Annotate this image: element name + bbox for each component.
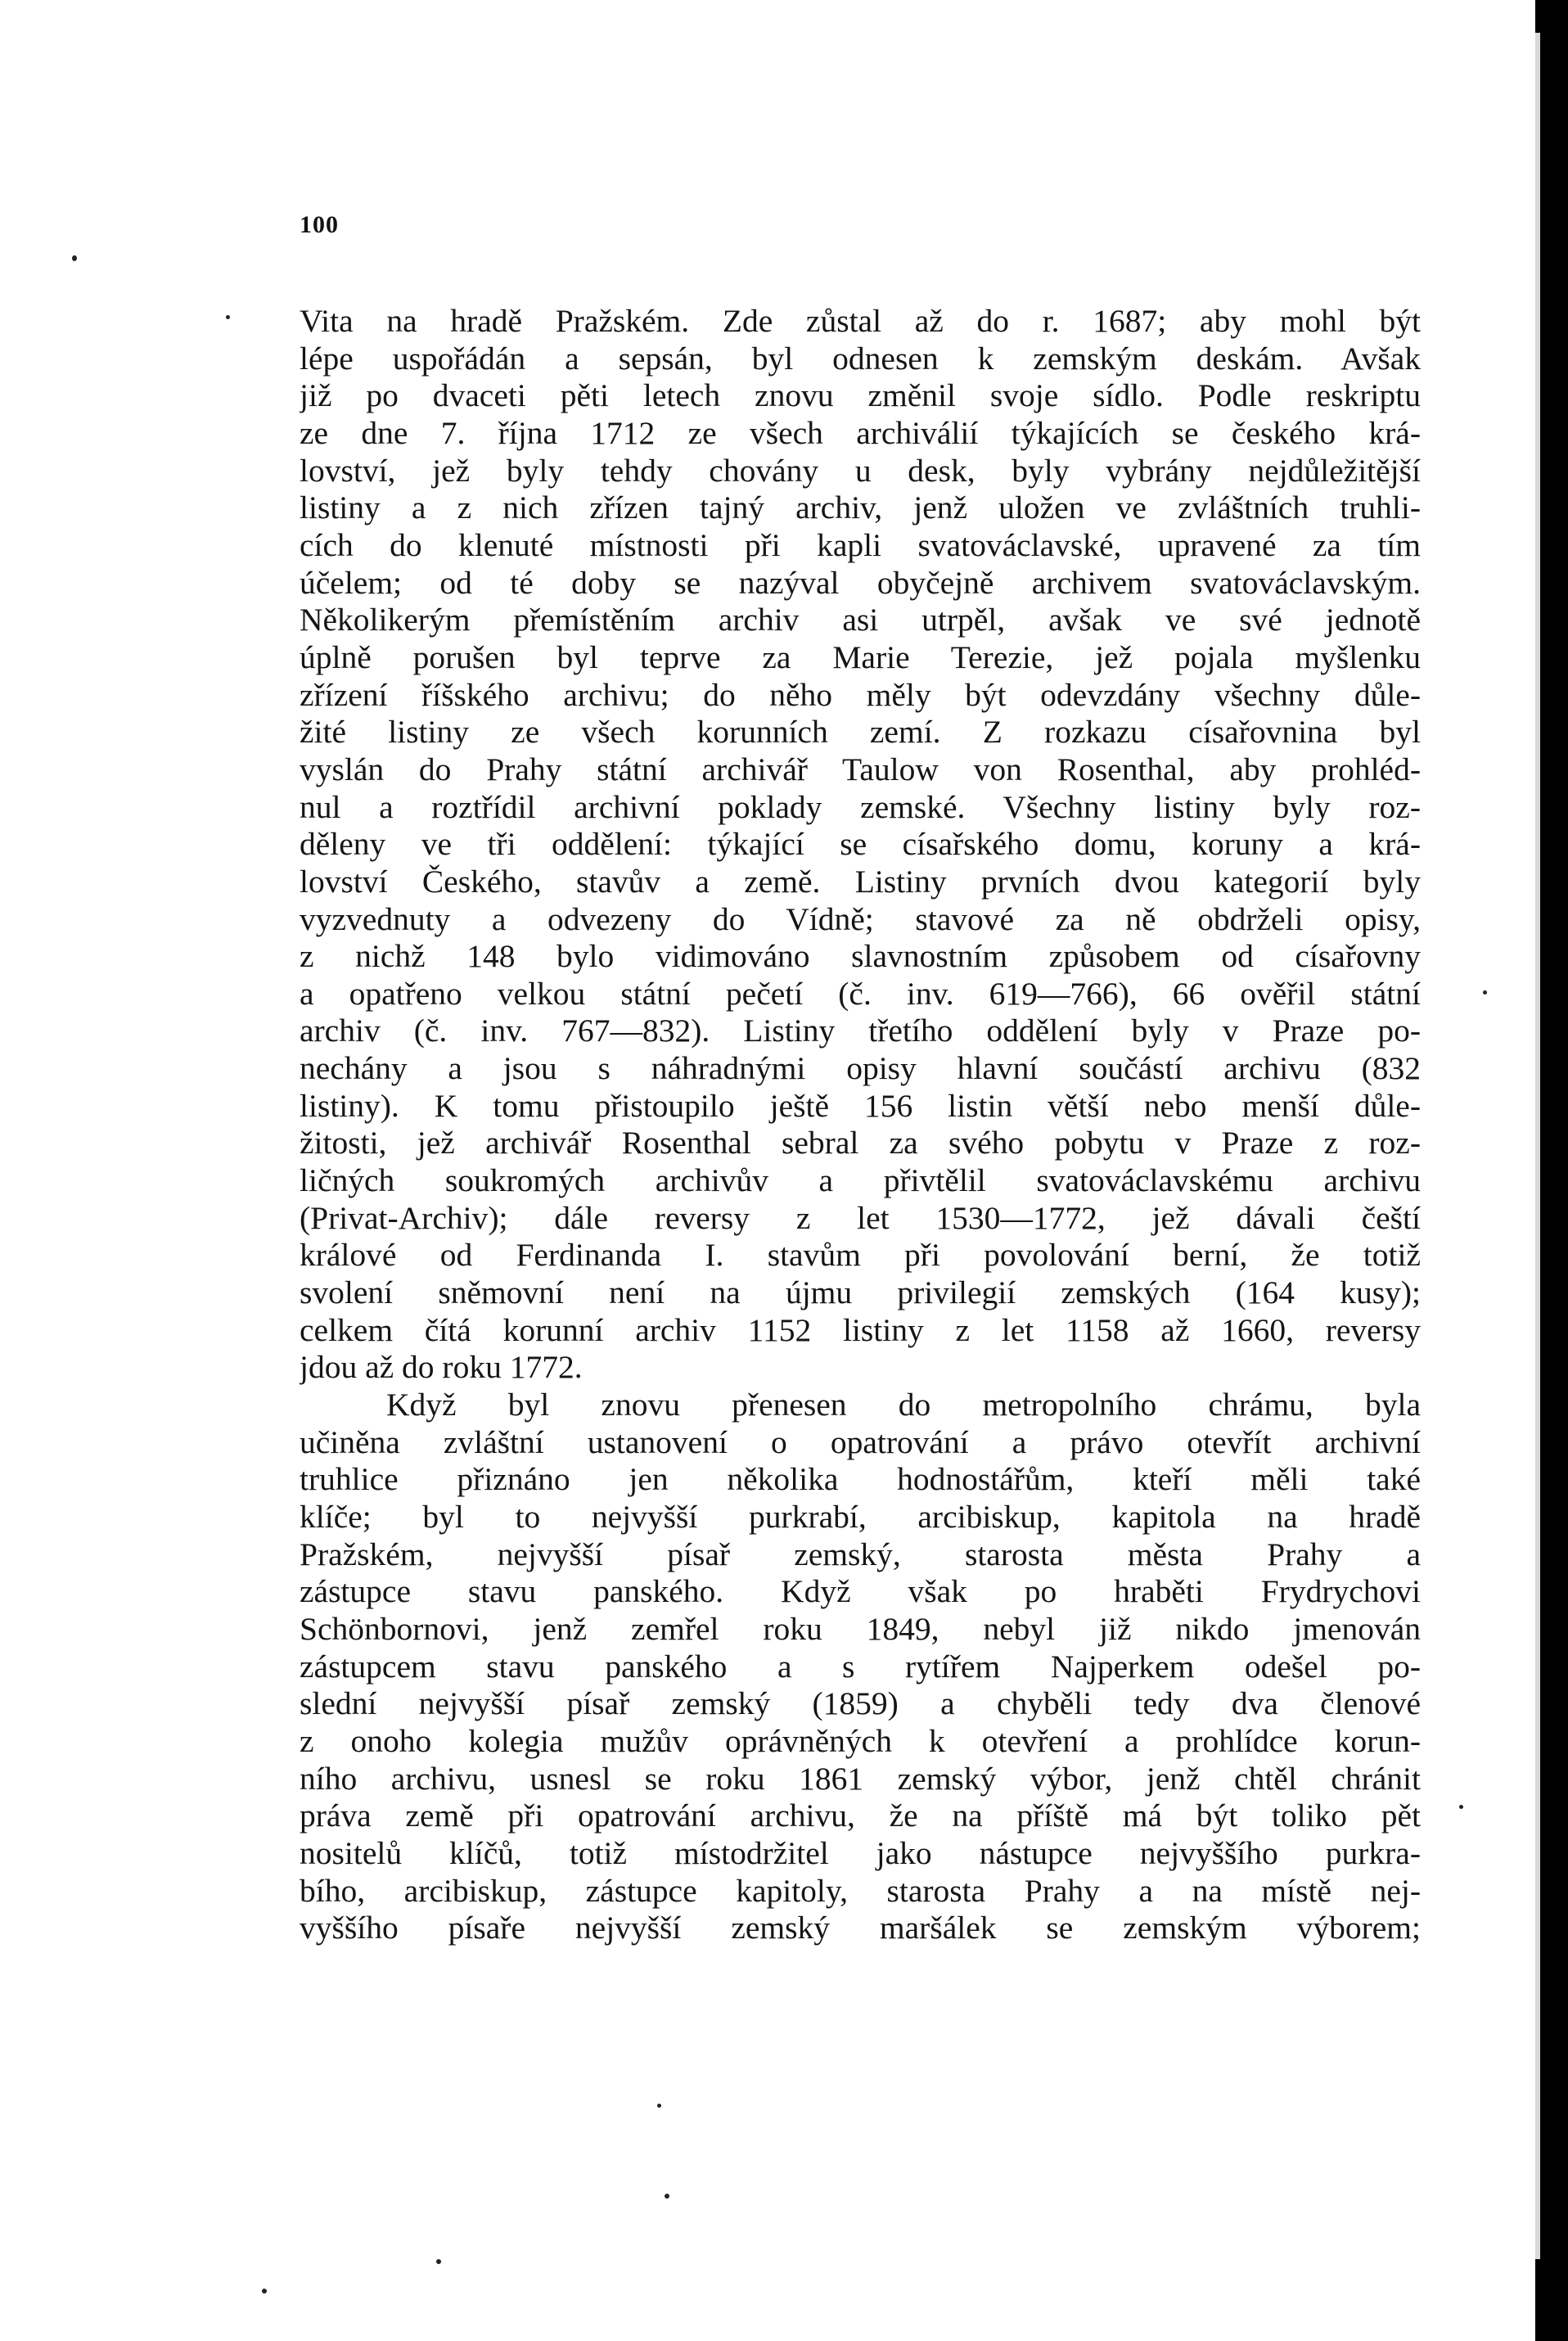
text-line: zřízení říšského archivu; do něho měly být odevzdány všechny důle- xyxy=(300,676,1421,713)
scan-speck xyxy=(1459,1805,1463,1809)
text-line: lovství Českého, stavův a země. Listiny prvních dvou kategorií byly xyxy=(300,863,1421,900)
text-line: listiny a z nich zřízen tajný archiv, jenž uložen ve zvláštních truhli- xyxy=(300,489,1421,526)
text-line: lovství, jež byly tehdy chovány u desk, byly vybrány nejdůležitější xyxy=(300,452,1421,489)
text-line: ličných soukromých archivův a přivtělil svatováclavskému archivu xyxy=(300,1162,1421,1199)
text-line: Schönbornovi, jenž zemřel roku 1849, nebyl již nikdo jmenován xyxy=(300,1610,1421,1647)
text-line: úplně porušen byl teprve za Marie Terezie, jež pojala myšlenku xyxy=(300,638,1421,675)
text-line: a opatřeno velkou státní pečetí (č. inv. 619—766), 66 ověřil státní xyxy=(300,975,1421,1012)
text-line: práva země při opatrování archivu, že na příště má být toliko pět xyxy=(300,1797,1421,1834)
text-line: ze dne 7. října 1712 ze všech archiválií týkajících se českého krá- xyxy=(300,414,1421,451)
text-line: nul a roztřídil archivní poklady zemské. Všechny listiny byly roz- xyxy=(300,788,1421,825)
text-line: z nichž 148 bylo vidimováno slavnostním způsobem od císařovny xyxy=(300,938,1421,975)
text-line: králové od Ferdinanda I. stavům při povolování berní, že totiž xyxy=(300,1237,1421,1274)
text-line: již po dvaceti pěti letech znovu změnil svoje sídlo. Podle reskriptu xyxy=(300,377,1421,414)
text-line: slední nejvyšší písař zemský (1859) a chyběli tedy dva členové xyxy=(300,1685,1421,1722)
text-line: jdou až do roku 1772. xyxy=(300,1349,583,1386)
text-line: Několikerým přemístěním archiv asi utrpěl, avšak ve své jednotě xyxy=(300,602,1421,638)
text-line: žité listiny ze všech korunních zemí. Z rozkazu císařovnina byl xyxy=(300,714,1421,751)
text-line: zástupce stavu panského. Když však po hraběti Frydrychovi xyxy=(300,1573,1421,1610)
text-line: bího, arcibiskup, zástupce kapitoly, starosta Prahy a na místě nej- xyxy=(300,1872,1421,1909)
scan-speck xyxy=(226,315,230,319)
scan-speck xyxy=(657,2104,661,2108)
text-line: zástupcem stavu panského a s rytířem Najperkem odešel po- xyxy=(300,1648,1421,1685)
scan-speck xyxy=(262,2289,267,2294)
text-line: vyššího písaře nejvyšší zemský maršálek se zemským výborem; xyxy=(300,1910,1421,1946)
scan-page-edge xyxy=(1535,33,1540,2259)
text-line: celkem čítá korunní archiv 1152 listiny z let 1158 až 1660, reversy xyxy=(300,1311,1421,1348)
text-line: Vita na hradě Pražském. Zde zůstal až do r. 1687; aby mohl být xyxy=(300,303,1421,339)
text-line: nechány a jsou s náhradnými opisy hlavní součástí archivu (832 xyxy=(300,1050,1421,1087)
scan-speck xyxy=(72,255,77,261)
text-line: žitosti, jež archivář Rosenthal sebral za svého pobytu v Praze z roz- xyxy=(300,1125,1421,1161)
text-line: cích do klenuté místnosti při kapli svatováclavské, upravené za tím xyxy=(300,526,1421,563)
text-line: klíče; byl to nejvyšší purkrabí, arcibiskup, kapitola na hradě xyxy=(300,1499,1421,1535)
text-line: svolení sněmovní není na újmu privilegií zemských (164 kusy); xyxy=(300,1274,1421,1311)
scan-speck xyxy=(665,2194,669,2199)
text-line: (Privat-Archiv); dále reversy z let 1530—1772, jež dávali čeští xyxy=(300,1199,1421,1236)
text-line: Pražském, nejvyšší písař zemský, starosta města Prahy a xyxy=(300,1536,1421,1572)
text-line: archiv (č. inv. 767—832). Listiny třetího oddělení byly v Praze po- xyxy=(300,1013,1421,1049)
body-text xyxy=(300,303,1421,1947)
page-number: 100 xyxy=(300,211,339,238)
text-line: učiněna zvláštní ustanovení o opatrování a právo otevřít archivní xyxy=(300,1423,1421,1460)
text-line: ního archivu, usnesl se roku 1861 zemský výbor, jenž chtěl chránit xyxy=(300,1760,1421,1797)
text-line: z onoho kolegia mužův oprávněných k otevření a prohlídce korun- xyxy=(300,1722,1421,1759)
scan-speck xyxy=(1483,990,1487,995)
scan-speck xyxy=(436,2259,441,2264)
text-line: truhlice přiznáno jen několika hodnostářům, kteří měli také xyxy=(300,1461,1421,1498)
text-line: nositelů klíčů, totiž místodržitel jako nástupce nejvyššího purkra- xyxy=(300,1834,1421,1871)
text-line: vyzvednuty a odvezeny do Vídně; stavové za ně obdrželi opisy, xyxy=(300,900,1421,937)
text-line: vyslán do Prahy státní archivář Taulow von Rosenthal, aby prohléd- xyxy=(300,751,1421,787)
text-line: lépe uspořádán a sepsán, byl odnesen k zemským deskám. Avšak xyxy=(300,340,1421,377)
text-line: děleny ve tři oddělení: týkající se císařského domu, koruny a krá- xyxy=(300,826,1421,863)
text-line: účelem; od té doby se nazýval obyčejně archivem svatováclavským. xyxy=(300,564,1421,601)
text-line: listiny). K tomu přistoupilo ještě 156 listin větší nebo menší důle- xyxy=(300,1087,1421,1124)
text-line: Když byl znovu přenesen do metropolního chrámu, byla xyxy=(386,1387,1421,1423)
